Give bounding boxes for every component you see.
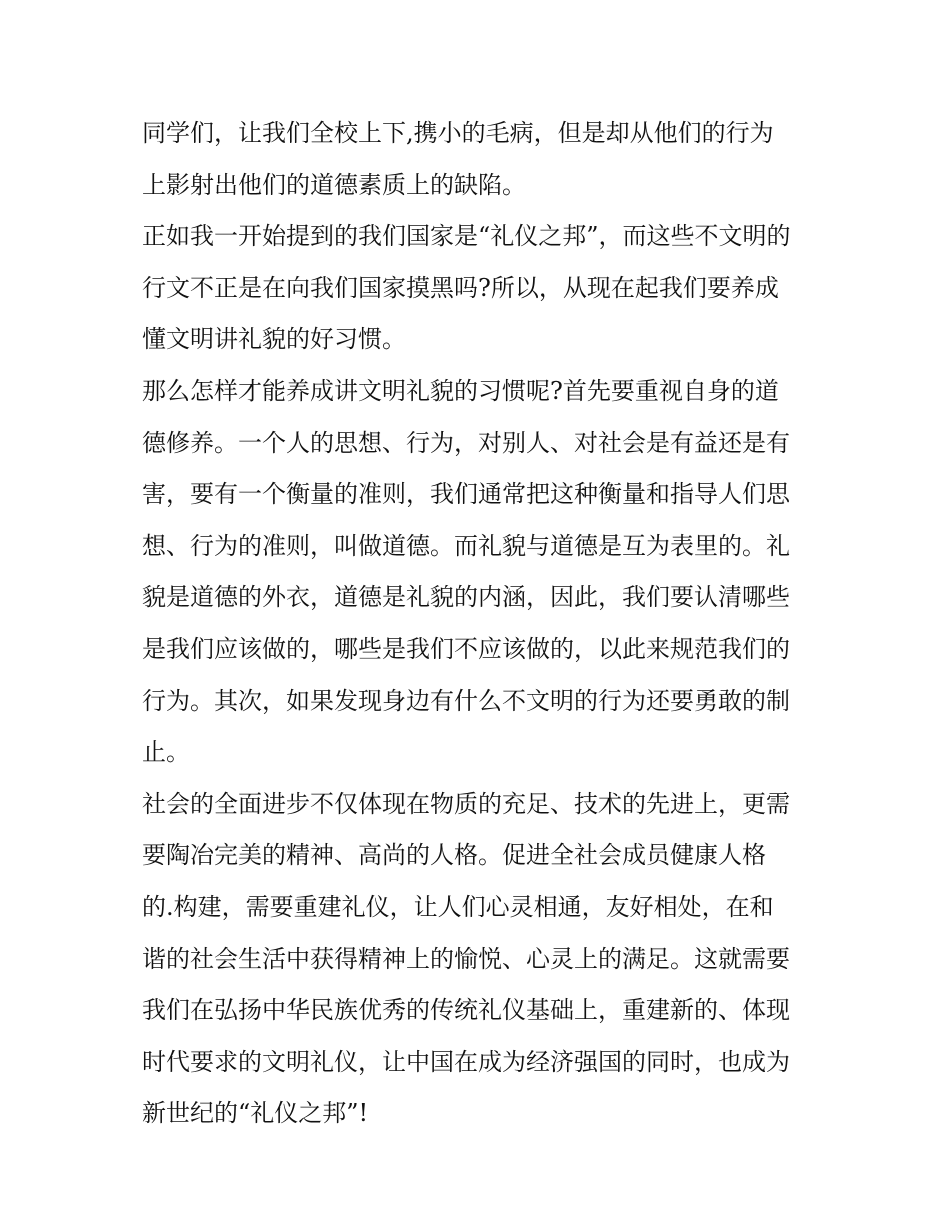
text-line: 貌是道德的外衣，道德是礼貌的内涵，因此，我们要认清哪些 xyxy=(142,583,790,612)
text-line: 谐的社会生活中获得精神上的愉悦、心灵上的满足。这就需要 xyxy=(142,944,790,973)
text-line: 那么怎样才能养成讲文明礼貌的习惯呢?首先要重视自身的道 xyxy=(142,376,779,405)
text-line: 要陶冶完美的精神、高尚的人格。促进全社会成员健康人格 xyxy=(142,841,766,870)
text-line: 同学们，让我们全校上下,携小的毛病，但是却从他们的行为 xyxy=(142,119,774,147)
text-line: 新世纪的“礼仪之邦”! xyxy=(142,1099,369,1128)
text-line: 社会的全面进步不仅体现在物质的充足、技术的先进上，更需 xyxy=(142,789,790,818)
text-line: 行为。其次，如果发现身边有什么不文明的行为还要勇敢的制 xyxy=(142,686,790,715)
text-line: 止。 xyxy=(142,738,190,767)
text-line: 正如我一开始提到的我们国家是“礼仪之邦”，而这些不文明的 xyxy=(142,222,791,251)
text-line: 德修养。一个人的思想、行为，对别人、对社会是有益还是有 xyxy=(142,428,790,457)
text-line: 时代要求的文明礼仪，让中国在成为经济强国的同时，也成为 xyxy=(142,1047,790,1076)
text-line: 行文不正是在向我们国家摸黑吗?所以，从现在起我们要养成 xyxy=(142,273,779,302)
text-line: 懂文明讲礼貌的好习惯。 xyxy=(142,325,406,354)
text-line: 的.构建，需要重建礼仪，让人们心灵相通，友好相处，在和 xyxy=(142,892,774,921)
text-line: 想、行为的准则，叫做道德。而礼貌与道德是互为表里的。礼 xyxy=(142,531,790,560)
text-line: 上影射出他们的道德素质上的缺陷。 xyxy=(142,170,526,199)
document-body xyxy=(142,108,822,1140)
text-line: 害，要有一个衡量的准则，我们通常把这种衡量和指导人们思 xyxy=(142,480,790,509)
text-line: 是我们应该做的，哪些是我们不应该做的，以此来规范我们的 xyxy=(142,634,790,663)
text-line: 我们在弘扬中华民族优秀的传统礼仪基础上，重建新的、体现 xyxy=(142,996,790,1025)
